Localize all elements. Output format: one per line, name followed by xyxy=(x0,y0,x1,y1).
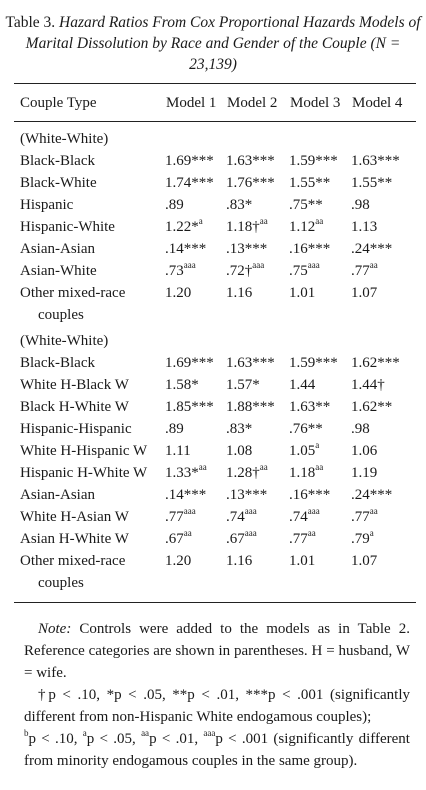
cell-model-4 xyxy=(351,462,411,484)
row-label: Black-Black xyxy=(20,355,95,371)
cell-model-4 xyxy=(351,506,411,528)
column-header-model-2: Model 2 xyxy=(227,95,278,111)
hazard-ratio: .72† xyxy=(226,263,253,279)
cell-model-1 xyxy=(165,282,226,304)
table-row xyxy=(20,238,411,260)
table-row-continuation xyxy=(20,572,411,594)
significance-note-2: $^b$p < .10, $^a$p < .05, $^{aa}$p < .01, $^{aaa}$p < .001 (significantly different from minority endogamous couples in the same group). xyxy=(24,728,410,769)
cell-model-1 xyxy=(165,374,226,396)
row-label: Black H-White W xyxy=(20,399,129,415)
cell-model-4 xyxy=(351,150,411,172)
table-row xyxy=(20,506,411,528)
hazard-ratio: 1.18 xyxy=(289,465,316,481)
hazard-ratio: .73 xyxy=(165,263,184,279)
hazard-ratio: 1.01 xyxy=(289,285,316,301)
hazard-ratio: .98 xyxy=(351,421,370,437)
hazard-ratio: 1.22* xyxy=(165,219,199,235)
hazard-ratio: .74 xyxy=(226,509,245,525)
hazard-ratio: .89 xyxy=(165,197,184,213)
table-row xyxy=(20,374,411,396)
significance-marker: aa xyxy=(198,462,207,472)
table-row xyxy=(20,352,411,374)
column-header-model-3: Model 3 xyxy=(290,95,341,111)
table-row xyxy=(20,216,411,238)
significance-marker: aa xyxy=(369,260,378,270)
cell-model-4 xyxy=(351,172,411,194)
row-label: Black-White xyxy=(20,175,97,191)
hazard-ratio: .76** xyxy=(289,421,323,437)
hazard-ratio: 1.76*** xyxy=(226,175,275,191)
table-row xyxy=(20,282,411,304)
cell-model-2 xyxy=(226,484,289,506)
cell-model-1 xyxy=(165,260,226,282)
row-label: Black-Black xyxy=(20,153,95,169)
note-paragraph xyxy=(24,618,410,684)
cell-model-3 xyxy=(289,550,351,572)
significance-marker: a xyxy=(198,216,203,226)
hazard-ratio: .77 xyxy=(351,509,370,525)
panel-1-table xyxy=(20,128,411,326)
cell-model-2 xyxy=(226,238,289,260)
cell-model-3 xyxy=(289,238,351,260)
top-rule xyxy=(14,83,416,84)
significance-marker: aaa xyxy=(244,506,257,516)
cell-model-3 xyxy=(289,462,351,484)
cell-model-2 xyxy=(226,260,289,282)
significance-marker: aa xyxy=(315,462,324,472)
cell-model-3 xyxy=(289,440,351,462)
significance-marker: aaa xyxy=(183,260,196,270)
hazard-ratio: 1.59*** xyxy=(289,355,338,371)
hazard-ratio: 1.57* xyxy=(226,377,260,393)
reference-category: (White-White) xyxy=(20,333,109,349)
hazard-ratio: 1.69*** xyxy=(165,355,214,371)
significance-note-1: †p < .10, *p < .05, **p < .01, ***p < .001 (significantly different from non-Hispanic White endogamous couples); xyxy=(24,687,410,725)
cell-model-2 xyxy=(226,396,289,418)
hazard-ratio: 1.62*** xyxy=(351,355,400,371)
hazard-ratio: .83* xyxy=(226,421,253,437)
hazard-ratio: 1.20 xyxy=(165,285,192,301)
significance-marker: aaa xyxy=(252,260,265,270)
cell-model-3 xyxy=(289,396,351,418)
note-label: Note: xyxy=(38,621,72,637)
cell-model-4 xyxy=(351,528,411,550)
cell-model-2 xyxy=(226,150,289,172)
significance-marker: aa xyxy=(307,528,316,538)
table-row xyxy=(20,150,411,172)
cell-model-3 xyxy=(289,506,351,528)
cell-model-1 xyxy=(165,194,226,216)
hazard-ratio: 1.55** xyxy=(351,175,393,191)
hazard-ratio: 1.63*** xyxy=(226,153,275,169)
table-row xyxy=(20,418,411,440)
row-label: White H-Hispanic W xyxy=(20,443,148,459)
table-number: Table 3. xyxy=(5,14,56,31)
row-label-continuation: couples xyxy=(38,575,84,591)
cell-model-2 xyxy=(226,506,289,528)
cell-model-3 xyxy=(289,216,351,238)
significance-marker: aa xyxy=(259,462,268,472)
table-row xyxy=(20,396,411,418)
column-header-model-1: Model 1 xyxy=(166,95,217,111)
cell-model-4 xyxy=(351,484,411,506)
hazard-ratio: .89 xyxy=(165,421,184,437)
table-row xyxy=(20,172,411,194)
hazard-ratio: 1.05 xyxy=(289,443,316,459)
hazard-ratio: .13*** xyxy=(226,241,268,257)
cell-model-2 xyxy=(226,216,289,238)
cell-model-1 xyxy=(165,550,226,572)
cell-model-4 xyxy=(351,260,411,282)
reference-category: (White-White) xyxy=(20,131,109,147)
table-caption xyxy=(0,12,426,75)
cell-model-1 xyxy=(165,238,226,260)
hazard-ratio: 1.01 xyxy=(289,553,316,569)
cell-model-2 xyxy=(226,440,289,462)
hazard-ratio: 1.58* xyxy=(165,377,199,393)
cell-model-4 xyxy=(351,216,411,238)
hazard-ratio: .24*** xyxy=(351,487,393,503)
cell-model-2 xyxy=(226,194,289,216)
table-row-continuation xyxy=(20,304,411,326)
hazard-ratio: .14*** xyxy=(165,487,207,503)
cell-model-2 xyxy=(226,418,289,440)
row-label: Asian H-White W xyxy=(20,531,129,547)
table-row xyxy=(20,484,411,506)
cell-model-1 xyxy=(165,484,226,506)
row-label: Hispanic H-White W xyxy=(20,465,148,481)
table-row xyxy=(20,462,411,484)
cell-model-3 xyxy=(289,484,351,506)
cell-model-2 xyxy=(226,172,289,194)
cell-model-3 xyxy=(289,374,351,396)
table-row xyxy=(20,194,411,216)
table-row xyxy=(20,440,411,462)
cell-model-2 xyxy=(226,282,289,304)
significance-marker: aa xyxy=(259,216,268,226)
cell-model-1 xyxy=(165,352,226,374)
row-label: Asian-Asian xyxy=(20,241,95,257)
significance-marker: aa xyxy=(183,528,192,538)
hazard-ratio: .74 xyxy=(289,509,308,525)
cell-model-1 xyxy=(165,172,226,194)
hazard-ratio: 1.55** xyxy=(289,175,331,191)
table-title: Hazard Ratios From Cox Proportional Hazards Models of Marital Dissolution by Race and Gender of the Couple xyxy=(25,14,421,52)
cell-model-4 xyxy=(351,238,411,260)
hazard-ratio: 1.33* xyxy=(165,465,199,481)
significance-marker: a xyxy=(315,440,320,450)
table-row xyxy=(20,528,411,550)
cell-model-4 xyxy=(351,418,411,440)
hazard-ratio: .13*** xyxy=(226,487,268,503)
significance-marker: aaa xyxy=(307,506,320,516)
hazard-ratio: .83* xyxy=(226,197,253,213)
table-row xyxy=(20,260,411,282)
row-label: Asian-Asian xyxy=(20,487,95,503)
cell-model-1 xyxy=(165,216,226,238)
hazard-ratio: .24*** xyxy=(351,241,393,257)
hazard-ratio: .77 xyxy=(351,263,370,279)
hazard-ratio: 1.69*** xyxy=(165,153,214,169)
hazard-ratio: .75 xyxy=(289,263,308,279)
row-label: White H-Black W xyxy=(20,377,129,393)
table-note xyxy=(24,618,410,772)
cell-model-4 xyxy=(351,440,411,462)
hazard-ratio: 1.08 xyxy=(226,443,253,459)
hazard-ratio: 1.85*** xyxy=(165,399,214,415)
row-label: Hispanic-Hispanic xyxy=(20,421,132,437)
hazard-ratio: 1.63*** xyxy=(351,153,400,169)
hazard-ratio: 1.62** xyxy=(351,399,393,415)
panel-2-table xyxy=(20,330,411,594)
cell-model-3 xyxy=(289,194,351,216)
row-label: White H-Asian W xyxy=(20,509,129,525)
cell-model-4 xyxy=(351,194,411,216)
cell-model-4 xyxy=(351,374,411,396)
hazard-ratio: .14*** xyxy=(165,241,207,257)
hazard-ratio: 1.28† xyxy=(226,465,260,481)
row-label: Other mixed-race xyxy=(20,553,126,569)
cell-model-1 xyxy=(165,528,226,550)
cell-model-4 xyxy=(351,396,411,418)
cell-model-4 xyxy=(351,282,411,304)
hazard-ratio: 1.12 xyxy=(289,219,316,235)
cell-model-1 xyxy=(165,506,226,528)
cell-model-1 xyxy=(165,150,226,172)
cell-model-2 xyxy=(226,352,289,374)
hazard-ratio: 1.74*** xyxy=(165,175,214,191)
significance-marker: aa xyxy=(315,216,324,226)
significance-marker: aaa xyxy=(183,506,196,516)
hazard-ratio: 1.06 xyxy=(351,443,378,459)
cell-model-2 xyxy=(226,528,289,550)
hazard-ratio: .79 xyxy=(351,531,370,547)
cell-model-1 xyxy=(165,418,226,440)
hazard-ratio: .67 xyxy=(226,531,245,547)
hazard-ratio: 1.88*** xyxy=(226,399,275,415)
cell-model-3 xyxy=(289,150,351,172)
cell-model-3 xyxy=(289,282,351,304)
cell-model-3 xyxy=(289,418,351,440)
hazard-ratio: 1.07 xyxy=(351,553,378,569)
hazard-ratio: 1.13 xyxy=(351,219,378,235)
hazard-ratio: .77 xyxy=(289,531,308,547)
hazard-ratio: .98 xyxy=(351,197,370,213)
cell-model-3 xyxy=(289,528,351,550)
table-row xyxy=(20,550,411,572)
row-label: Asian-White xyxy=(20,263,97,279)
cell-model-1 xyxy=(165,462,226,484)
column-header-couple-type: Couple Type xyxy=(20,95,97,111)
hazard-ratio: .75** xyxy=(289,197,323,213)
cell-model-1 xyxy=(165,440,226,462)
row-label: Hispanic-White xyxy=(20,219,115,235)
hazard-ratio: 1.63** xyxy=(289,399,331,415)
hazard-ratio: 1.18† xyxy=(226,219,260,235)
column-header-model-4: Model 4 xyxy=(352,95,403,111)
hazard-ratio: 1.44† xyxy=(351,377,385,393)
note-text: Controls were added to the models as in Table 2. Reference categories are shown in parentheses. H = husband, W = wife. xyxy=(24,621,410,681)
cell-model-3 xyxy=(289,260,351,282)
bottom-rule xyxy=(14,602,416,603)
hazard-ratio: .16*** xyxy=(289,241,331,257)
significance-marker: aaa xyxy=(244,528,257,538)
row-label: Other mixed-race xyxy=(20,285,126,301)
cell-model-2 xyxy=(226,374,289,396)
hazard-ratio: 1.11 xyxy=(165,443,191,459)
cell-model-3 xyxy=(289,352,351,374)
hazard-ratio: .16*** xyxy=(289,487,331,503)
hazard-ratio: .67 xyxy=(165,531,184,547)
row-label-continuation: couples xyxy=(38,307,84,323)
cell-model-3 xyxy=(289,172,351,194)
row-label: Hispanic xyxy=(20,197,74,213)
table-n: (N = 23,139) xyxy=(189,35,401,73)
hazard-ratio: .77 xyxy=(165,509,184,525)
cell-model-4 xyxy=(351,352,411,374)
cell-model-1 xyxy=(165,396,226,418)
hazard-ratio: 1.44 xyxy=(289,377,316,393)
hazard-ratio: 1.19 xyxy=(351,465,378,481)
significance-marker: a xyxy=(369,528,374,538)
cell-model-2 xyxy=(226,462,289,484)
significance-marker: aa xyxy=(369,506,378,516)
hazard-ratio: 1.59*** xyxy=(289,153,338,169)
cell-model-4 xyxy=(351,550,411,572)
hazard-ratio: 1.16 xyxy=(226,285,253,301)
hazard-ratio: 1.16 xyxy=(226,553,253,569)
hazard-ratio: 1.20 xyxy=(165,553,192,569)
hazard-ratio: 1.07 xyxy=(351,285,378,301)
significance-marker: aaa xyxy=(307,260,320,270)
cell-model-2 xyxy=(226,550,289,572)
header-rule xyxy=(14,121,416,122)
hazard-ratio: 1.63*** xyxy=(226,355,275,371)
